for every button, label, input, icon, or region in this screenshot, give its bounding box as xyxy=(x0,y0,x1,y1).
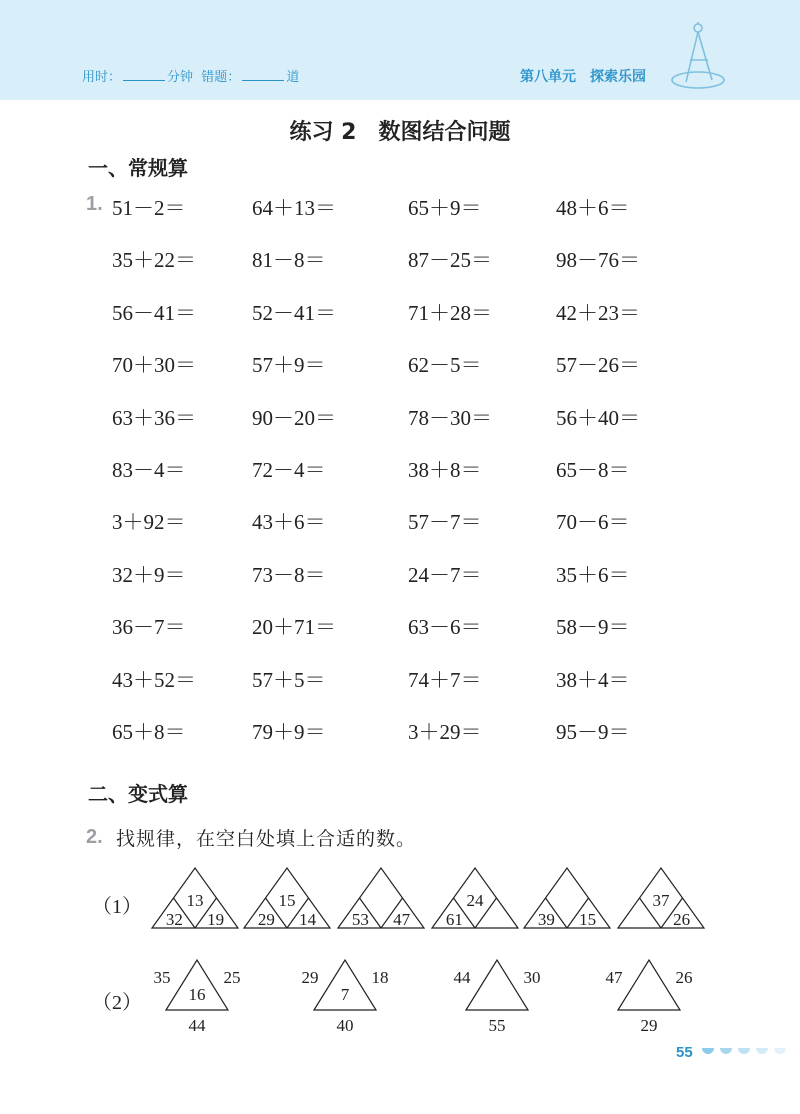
triangle-puzzle xyxy=(618,868,704,929)
triangle-top-number: 37 xyxy=(652,891,670,910)
calc-expression: 74＋7＝ xyxy=(408,667,482,692)
calc-expression: 78－30＝ xyxy=(408,405,492,430)
row1-label: （1） xyxy=(92,896,142,918)
question2-instruction: 找规律，在空白处填上合适的数。 xyxy=(116,828,417,850)
triangle-top-number: 15 xyxy=(278,891,296,910)
calc-expression: 72－4＝ xyxy=(252,458,326,482)
triangle-left-number: 44 xyxy=(453,968,471,987)
triangle-puzzle xyxy=(606,960,693,1035)
triangle-bottom-number: 40 xyxy=(336,1016,354,1035)
calc-expression: 83－4＝ xyxy=(112,458,186,482)
errors-label: 错题： xyxy=(201,70,241,85)
triangle-puzzle xyxy=(338,868,424,929)
unit-title: 第八单元 探索乐园 xyxy=(520,69,646,85)
calc-expression: 36－7＝ xyxy=(112,615,186,640)
calc-expression: 65＋8＝ xyxy=(112,720,186,744)
calc-expression: 35＋6＝ xyxy=(556,562,630,587)
calc-expression: 3＋92＝ xyxy=(112,510,186,535)
triangle-bottom-number: 44 xyxy=(188,1016,206,1035)
calc-expression: 73－8＝ xyxy=(252,562,326,587)
errors-blank[interactable] xyxy=(242,68,284,81)
triangle-puzzle xyxy=(152,868,238,929)
calc-expression: 64＋13＝ xyxy=(252,196,336,220)
triangle-puzzle xyxy=(154,960,241,1035)
row2-label: （2） xyxy=(92,992,142,1014)
calc-expression: 58－9＝ xyxy=(556,615,630,640)
calc-expression: 57－26＝ xyxy=(556,353,640,378)
calc-expression: 3＋29＝ xyxy=(408,720,482,744)
time-unit: 分钟 xyxy=(167,70,194,85)
triangle-right-number: 26 xyxy=(673,910,691,929)
time-errors-record xyxy=(82,66,299,85)
calc-expression: 56－41＝ xyxy=(112,300,196,325)
triangle-center-number: 7 xyxy=(340,985,350,1004)
triangle-puzzle xyxy=(302,960,389,1035)
calc-expression: 65＋9＝ xyxy=(408,196,482,220)
triangle-left-number: 35 xyxy=(153,968,171,987)
triangle-top-number: 24 xyxy=(466,891,484,910)
calc-expression: 42＋23＝ xyxy=(556,300,640,325)
calc-expression: 63＋36＝ xyxy=(112,405,196,430)
triangle-center-number: 16 xyxy=(188,985,206,1004)
page-decoration-dots xyxy=(700,1046,792,1060)
page-number: 55 xyxy=(676,1044,693,1061)
triangle-top-number: 13 xyxy=(186,891,204,910)
triangle-right-number: 18 xyxy=(371,968,389,987)
calc-expression: 32＋9＝ xyxy=(112,562,186,587)
triangle-right-number: 14 xyxy=(299,910,317,929)
calc-expression: 57＋9＝ xyxy=(252,353,326,378)
calc-expression: 20＋71＝ xyxy=(252,615,336,640)
triangle-right-number: 26 xyxy=(675,968,693,987)
calc-expression: 57＋5＝ xyxy=(252,667,326,692)
calc-expression: 65－8＝ xyxy=(556,458,630,482)
compass-icon xyxy=(668,20,730,92)
question2-number: 2. xyxy=(86,826,103,848)
triangle-right-number: 25 xyxy=(223,968,241,987)
calc-expression: 95－9＝ xyxy=(556,720,630,744)
triangle-outline xyxy=(618,960,680,1010)
triangle-right-number: 19 xyxy=(207,910,225,929)
calc-expression: 70－6＝ xyxy=(556,510,630,535)
calc-expression: 70＋30＝ xyxy=(112,353,196,378)
calc-expression: 62－5＝ xyxy=(408,353,482,378)
calc-expression: 51－2＝ xyxy=(112,196,186,220)
triangle-row-1 xyxy=(0,860,800,940)
triangle-left-number: 53 xyxy=(351,910,369,929)
time-blank[interactable] xyxy=(123,68,165,81)
triangle-right-number: 47 xyxy=(393,910,411,929)
calc-expression: 24－7＝ xyxy=(408,562,482,587)
triangle-bottom-number: 55 xyxy=(488,1016,506,1035)
triangle-puzzle xyxy=(432,868,518,929)
triangle-left-number: 32 xyxy=(165,910,183,929)
triangle-right-number: 30 xyxy=(523,968,541,987)
triangle-puzzle xyxy=(454,960,541,1035)
calc-expression: 98－76＝ xyxy=(556,248,640,273)
page-title: 练习 2 数图结合问题 xyxy=(289,120,511,145)
calc-expression: 81－8＝ xyxy=(252,248,326,273)
calc-expression: 38＋4＝ xyxy=(556,667,630,692)
calc-expression: 79＋9＝ xyxy=(252,720,326,744)
calc-expression: 43＋6＝ xyxy=(252,510,326,535)
calc-expression: 90－20＝ xyxy=(252,405,336,430)
calc-expression: 48＋6＝ xyxy=(556,196,630,220)
triangle-puzzle xyxy=(524,868,610,929)
section2-heading: 二、变式算 xyxy=(88,782,188,806)
calc-expression: 87－25＝ xyxy=(408,248,492,273)
calc-expression: 35＋22＝ xyxy=(112,248,196,273)
calc-expression: 38＋8＝ xyxy=(408,458,482,482)
triangle-puzzle xyxy=(244,868,330,929)
section1-heading: 一、常规算 xyxy=(88,156,188,180)
calc-expression: 57－7＝ xyxy=(408,510,482,535)
errors-unit: 道 xyxy=(286,70,300,85)
time-label: 用时： xyxy=(82,70,122,85)
triangle-bottom-number: 29 xyxy=(640,1016,658,1035)
triangle-left-number: 61 xyxy=(445,910,463,929)
triangle-outline xyxy=(466,960,528,1010)
triangle-row-2 xyxy=(0,950,800,1040)
calc-expression: 63－6＝ xyxy=(408,615,482,640)
triangle-left-number: 47 xyxy=(605,968,623,987)
calc-expression: 56＋40＝ xyxy=(556,405,640,430)
triangle-right-number: 15 xyxy=(579,910,597,929)
calc-expression: 71＋28＝ xyxy=(408,300,492,325)
calc-expression: 52－41＝ xyxy=(252,300,336,325)
triangle-left-number: 29 xyxy=(257,910,275,929)
calc-expression: 43＋52＝ xyxy=(112,667,196,692)
triangle-left-number: 29 xyxy=(301,968,319,987)
triangle-left-number: 39 xyxy=(537,910,555,929)
question1-number: 1. xyxy=(86,193,103,215)
